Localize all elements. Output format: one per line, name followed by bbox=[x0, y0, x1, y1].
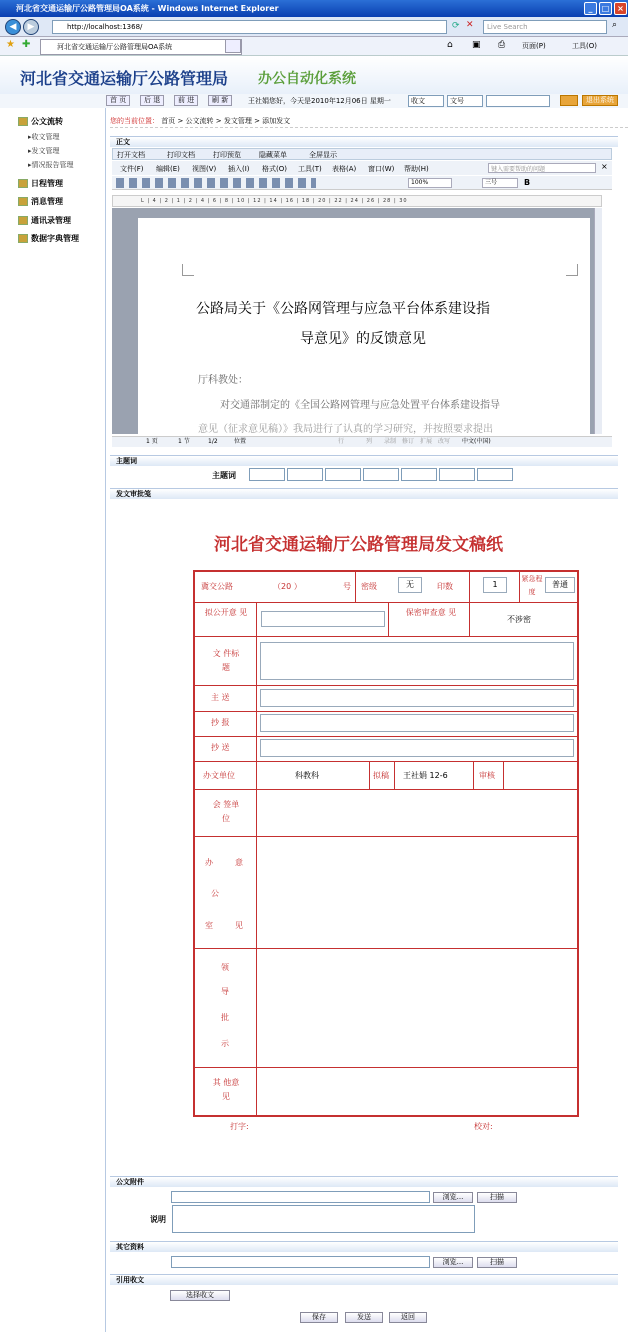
form-rule bbox=[195, 948, 577, 949]
search-input[interactable]: Live Search bbox=[483, 20, 607, 34]
status-position: 位置 bbox=[234, 438, 247, 445]
form-rule bbox=[195, 789, 577, 790]
word-menubar bbox=[112, 161, 612, 175]
favorites-bar bbox=[0, 37, 628, 56]
breadcrumb-prefix: 您的当前位置： bbox=[110, 117, 159, 125]
chaosong-input[interactable] bbox=[260, 739, 574, 757]
attachment-file-input[interactable] bbox=[171, 1191, 430, 1203]
form-rule bbox=[369, 761, 370, 789]
sidebar-item-contacts[interactable] bbox=[18, 215, 71, 226]
section-attachments-header: 公文附件 bbox=[110, 1176, 618, 1187]
approval-form bbox=[193, 570, 579, 1117]
proofreader-label: 校对: bbox=[474, 1122, 493, 1131]
nigongkai-input[interactable] bbox=[261, 611, 385, 627]
word-menu-tools[interactable]: 工具(T) bbox=[298, 165, 322, 173]
miji-label: 密级 bbox=[361, 582, 377, 591]
exit-button[interactable]: 退出系统 bbox=[582, 95, 618, 106]
nigao-value: 王社娟 12-6 bbox=[403, 771, 448, 780]
sidebar-item-dictionary[interactable] bbox=[18, 233, 79, 244]
browse-button[interactable]: 浏览... bbox=[433, 1192, 473, 1203]
lingdao-label-3: 批 bbox=[221, 1013, 229, 1022]
yinshu-input[interactable]: 1 bbox=[483, 577, 507, 593]
address-bar[interactable]: http://localhost:1368/ bbox=[52, 20, 447, 34]
sidebar-item-report[interactable]: ▸情况报告管理 bbox=[28, 161, 74, 169]
help-question-input[interactable]: 键入需要帮助的问题 bbox=[488, 163, 596, 173]
baomi-value: 不涉密 bbox=[507, 615, 531, 624]
bangong-label-1: 办 bbox=[205, 858, 213, 867]
document-body-line2: 意见（征求意见稿）》我局进行了认真的学习研究，并按照要求提出 bbox=[198, 424, 493, 434]
form-rule bbox=[195, 1067, 577, 1068]
hao-label: 号 bbox=[343, 582, 351, 591]
baomi-label: 保密审查意 见 bbox=[405, 608, 457, 617]
sidebar-item-label: 日程管理 bbox=[31, 179, 63, 188]
qita-label: 其 他意 见 bbox=[212, 1078, 240, 1101]
sidebar-item-document-flow[interactable] bbox=[18, 116, 63, 127]
sidebar-item-label: 情况报告管理 bbox=[31, 161, 74, 169]
page-menu[interactable]: 页面(P) bbox=[522, 42, 546, 50]
zhusong-label: 主 送 bbox=[211, 693, 230, 702]
nigao-label: 拟稿 bbox=[373, 771, 389, 780]
browser-tab[interactable] bbox=[40, 39, 242, 55]
zhusong-input[interactable] bbox=[260, 689, 574, 707]
huiqian-label: 会 签单 位 bbox=[212, 800, 240, 823]
search-icon[interactable]: ⌕ bbox=[612, 20, 618, 30]
form-rule bbox=[195, 736, 577, 737]
refresh-button[interactable]: 刷 新 bbox=[208, 95, 232, 106]
nigongkai-label: 拟公开意 见 bbox=[204, 608, 248, 617]
feeds-icon[interactable]: ▣ bbox=[472, 40, 481, 50]
status-column: 列 bbox=[366, 438, 373, 445]
form-rule bbox=[388, 602, 389, 636]
sidebar-item-messages[interactable] bbox=[18, 196, 63, 207]
keyword-input[interactable] bbox=[401, 468, 437, 481]
scan-button[interactable]: 扫描 bbox=[477, 1192, 517, 1203]
chaobao-input[interactable] bbox=[260, 714, 574, 732]
yinshu-label: 印数 bbox=[437, 582, 453, 591]
app-logo-subtitle: 办公自动化系统 bbox=[258, 71, 356, 87]
form-rule bbox=[519, 572, 520, 602]
forward-arrow-icon[interactable]: ▶ bbox=[23, 19, 39, 35]
shenhe-label: 审核 bbox=[479, 771, 495, 780]
app-header bbox=[0, 56, 628, 94]
zoom-select[interactable]: 100% bbox=[408, 178, 452, 188]
banwen-value: 科教科 bbox=[295, 771, 319, 780]
standard-toolbar-icons[interactable] bbox=[116, 178, 316, 188]
margin-mark-left bbox=[182, 264, 194, 276]
greeting-text: 王社娟您好，今天是2010年12月06日 星期一 bbox=[248, 97, 391, 105]
add-favorite-icon[interactable]: ✚ bbox=[22, 39, 31, 50]
chaobao-label: 抄 报 bbox=[211, 718, 230, 727]
print-icon[interactable]: ⎙ bbox=[498, 40, 506, 50]
sidebar-item-label: 通讯录管理 bbox=[31, 216, 71, 225]
status-pages: 1/2 bbox=[208, 438, 218, 445]
word-ruler: L | 4 | 2 | 1 | 2 | 4 | 6 | 8 | 10 | 12 | 14 | 16 | 18 | 20 | 22 | 24 | 26 | 28 | 30 bbox=[112, 195, 602, 207]
form-rule bbox=[355, 572, 356, 602]
word-document-area[interactable] bbox=[112, 208, 602, 434]
document-body-line1: 对交通部制定的《全国公路网管理与应急处置平台体系建设指导 bbox=[220, 400, 500, 411]
note-textarea[interactable] bbox=[172, 1205, 475, 1233]
contacts-icon bbox=[18, 216, 28, 225]
section-other-header: 其它资料 bbox=[110, 1241, 618, 1252]
type-select[interactable]: 收文 bbox=[408, 95, 444, 107]
breadcrumb-path: 首页 > 公文流转 > 发文管理 > 添加发文 bbox=[161, 117, 291, 125]
window-title-bar bbox=[0, 0, 628, 17]
word-menu-table[interactable]: 表格(A) bbox=[332, 165, 357, 173]
close-icon[interactable]: × bbox=[614, 2, 627, 15]
font-size-select[interactable]: 三号 bbox=[482, 178, 518, 188]
home-icon[interactable]: ⌂ bbox=[447, 40, 453, 50]
banwen-label: 办文单位 bbox=[203, 771, 235, 780]
miji-input[interactable]: 无 bbox=[398, 577, 422, 593]
home-button[interactable]: 首 页 bbox=[106, 95, 130, 106]
sidebar bbox=[0, 108, 106, 1332]
word-menu-insert[interactable]: 插入(I) bbox=[228, 165, 250, 173]
document-icon bbox=[18, 117, 28, 126]
form-rule bbox=[195, 711, 577, 712]
sidebar-item-incoming[interactable]: ▸收文管理 bbox=[28, 133, 60, 141]
keyword-input[interactable] bbox=[439, 468, 475, 481]
word-menu-edit[interactable]: 编辑(E) bbox=[156, 165, 180, 173]
status-line: 行 bbox=[338, 438, 345, 445]
word-menu-window[interactable]: 窗口(W) bbox=[368, 165, 395, 173]
forward-button[interactable]: 前 进 bbox=[174, 95, 198, 106]
status-record: 录制 bbox=[384, 438, 397, 445]
word-format-toolbar bbox=[112, 176, 612, 190]
form-rule bbox=[256, 602, 257, 1115]
year-field: （20 ） bbox=[273, 582, 302, 591]
app-toolbar bbox=[0, 94, 628, 108]
ji-label: 冀交公路 bbox=[201, 582, 233, 591]
select-incoming-button[interactable]: 选择收文 bbox=[170, 1290, 230, 1301]
fullscreen-button[interactable]: 全屏显示 bbox=[309, 151, 337, 159]
word-page bbox=[138, 218, 590, 434]
form-rule bbox=[195, 685, 577, 686]
form-rule bbox=[469, 572, 470, 636]
form-rule bbox=[195, 636, 577, 637]
back-button[interactable]: 后 退 bbox=[140, 95, 164, 106]
bangong-label-3: 室 bbox=[205, 921, 213, 930]
word-menu-help[interactable]: 帮助(H) bbox=[404, 165, 429, 173]
lingdao-label-2: 导 bbox=[221, 987, 229, 996]
document-title-line1: 公路局关于《公路网管理与应急平台体系建设指 bbox=[196, 301, 490, 317]
status-page: 1 页 bbox=[146, 438, 158, 445]
other-file-input[interactable] bbox=[171, 1256, 430, 1268]
form-rule bbox=[195, 761, 577, 762]
sidebar-item-label: 数据字典管理 bbox=[31, 234, 79, 243]
navigation-bar bbox=[0, 17, 628, 37]
other-scan-button[interactable]: 扫描 bbox=[477, 1257, 517, 1268]
lingdao-label-4: 示 bbox=[221, 1039, 229, 1048]
tools-menu[interactable]: 工具(O) bbox=[572, 42, 597, 50]
other-browse-button[interactable]: 浏览... bbox=[433, 1257, 473, 1268]
maximize-icon[interactable]: □ bbox=[599, 2, 612, 15]
dictionary-icon bbox=[18, 234, 28, 243]
section-cite-header: 引用收文 bbox=[110, 1274, 618, 1285]
section-body-header: 正文 bbox=[110, 136, 618, 147]
title-textarea[interactable] bbox=[260, 642, 574, 680]
form-rule bbox=[394, 761, 395, 789]
bangong-label-2: 公 bbox=[211, 889, 219, 898]
word-toolbar bbox=[112, 148, 612, 160]
keyword-input[interactable] bbox=[477, 468, 513, 481]
new-tab-button[interactable] bbox=[225, 39, 241, 53]
word-close-icon[interactable]: × bbox=[601, 162, 608, 171]
save-button[interactable]: 保存 bbox=[300, 1312, 338, 1323]
sidebar-item-outgoing[interactable]: ▸发文管理 bbox=[28, 147, 60, 155]
status-language: 中文(中国) bbox=[462, 438, 491, 445]
go-button[interactable] bbox=[560, 95, 578, 106]
word-menu-view[interactable]: 视图(V) bbox=[192, 165, 217, 173]
minimize-icon[interactable]: _ bbox=[584, 2, 597, 15]
window-title: 河北省交通运输厅公路管理局OA系统 - Windows Internet Explorer bbox=[16, 4, 279, 13]
note-label: 说明 bbox=[150, 1215, 166, 1224]
word-status-bar bbox=[112, 436, 612, 447]
hide-menu-button[interactable]: 隐藏菜单 bbox=[259, 151, 287, 159]
chaosong-label: 抄 送 bbox=[211, 743, 230, 752]
status-section: 1 节 bbox=[178, 438, 190, 445]
keyword-input[interactable] bbox=[363, 468, 399, 481]
tab-title: 河北省交通运输厅公路管理局OA系统 bbox=[57, 43, 173, 51]
bold-button[interactable]: B bbox=[524, 178, 531, 187]
back-arrow-icon[interactable]: ◀ bbox=[5, 19, 21, 35]
sidebar-item-label: 收文管理 bbox=[31, 133, 60, 141]
favorites-star-icon[interactable]: ★ bbox=[6, 39, 15, 50]
toolbar-search-input[interactable] bbox=[486, 95, 550, 107]
sidebar-item-label: 公文流转 bbox=[31, 117, 63, 126]
document-title-line2: 导意见》的反馈意见 bbox=[300, 331, 426, 347]
refresh-icon[interactable]: ⟳ bbox=[452, 21, 460, 31]
send-button[interactable]: 发送 bbox=[345, 1312, 383, 1323]
word-vertical-scrollbar[interactable] bbox=[594, 208, 602, 434]
message-icon bbox=[18, 197, 28, 206]
jinji-label: 紧急程度 bbox=[521, 575, 543, 596]
form-rule bbox=[195, 602, 577, 603]
lingdao-label-1: 领 bbox=[221, 963, 229, 972]
status-revise: 修订 bbox=[402, 438, 415, 445]
margin-mark-right bbox=[566, 264, 578, 276]
bangong-label-5: 见 bbox=[235, 921, 243, 930]
status-extend: 扩展 bbox=[420, 438, 433, 445]
app-logo-title: 河北省交通运输厅公路管理局 bbox=[20, 69, 229, 88]
calendar-icon bbox=[18, 179, 28, 188]
keyword-input[interactable] bbox=[287, 468, 323, 481]
form-rule bbox=[195, 836, 577, 837]
status-overwrite: 改写 bbox=[438, 438, 451, 445]
form-rule bbox=[473, 761, 474, 789]
sidebar-item-label: 发文管理 bbox=[31, 147, 60, 155]
section-keywords-header: 主题词 bbox=[110, 455, 618, 466]
breadcrumb bbox=[110, 114, 628, 128]
print-document-button[interactable]: 打印文档 bbox=[167, 151, 195, 159]
typist-label: 打字: bbox=[230, 1122, 249, 1131]
stop-icon[interactable]: ✕ bbox=[466, 20, 474, 30]
document-salutation: 厅科教处： bbox=[198, 375, 248, 386]
keywords-label: 主题词 bbox=[212, 471, 236, 480]
wenjian-label: 文 件标 题 bbox=[212, 649, 240, 672]
word-menu-format[interactable]: 格式(O) bbox=[262, 165, 287, 173]
open-document-button[interactable]: 打开文档 bbox=[117, 151, 145, 159]
sidebar-item-schedule[interactable] bbox=[18, 178, 63, 189]
back-return-button[interactable]: 返回 bbox=[389, 1312, 427, 1323]
keyword-input[interactable] bbox=[325, 468, 361, 481]
jinji-select[interactable]: 普通 bbox=[545, 577, 575, 593]
keyword-input[interactable] bbox=[249, 468, 285, 481]
print-preview-button[interactable]: 打印预览 bbox=[213, 151, 241, 159]
bangong-label-4: 意 bbox=[235, 858, 243, 867]
section-approval-header: 发文审批笺 bbox=[110, 488, 618, 499]
field-select[interactable]: 文号 bbox=[447, 95, 483, 107]
word-menu-file[interactable]: 文件(F) bbox=[120, 165, 144, 173]
sidebar-item-label: 消息管理 bbox=[31, 197, 63, 206]
form-rule bbox=[503, 761, 504, 789]
form-title: 河北省交通运输厅公路管理局发文稿纸 bbox=[214, 535, 503, 555]
